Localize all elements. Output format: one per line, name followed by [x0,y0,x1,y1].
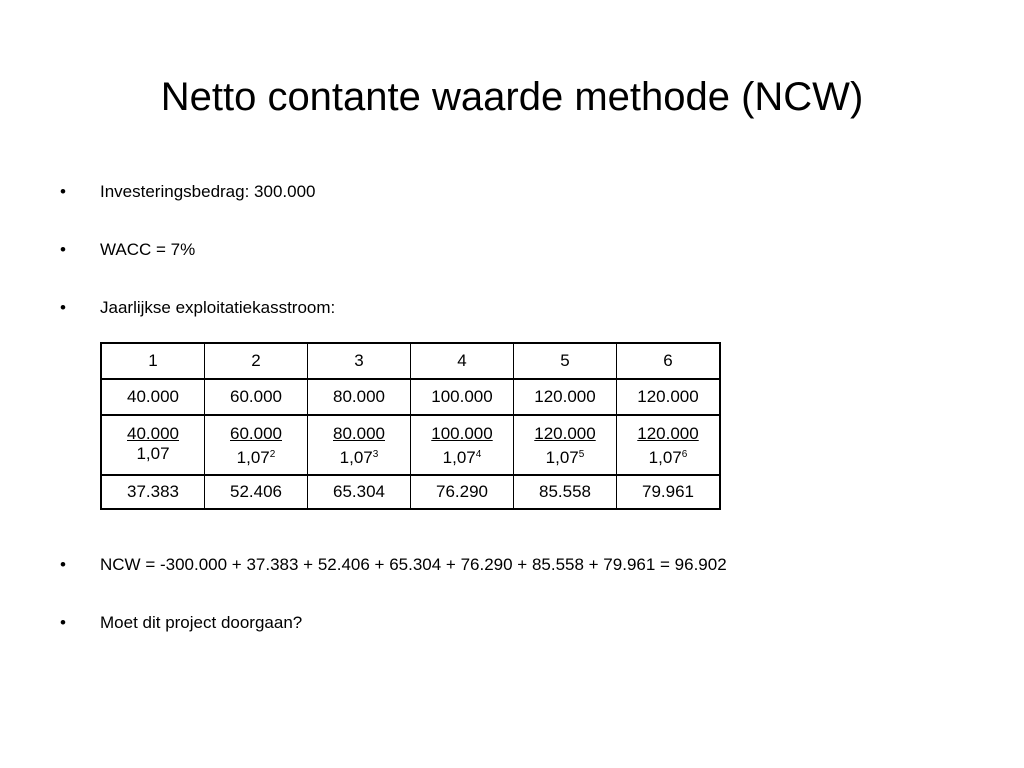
year-cell: 3 [308,343,411,379]
present-value-cell: 76.290 [411,475,514,509]
bullet-cashflow [60,297,335,319]
denominator-base: 1,07 [339,448,373,467]
year-cell: 4 [411,343,514,379]
year-cell: 5 [514,343,617,379]
year-cell: 6 [617,343,721,379]
denominator-exponent: 4 [475,449,482,460]
bullet-dot: • [60,240,66,259]
table-row-present-values [101,475,720,509]
bullet-question [60,612,302,634]
discount-cell [101,415,205,475]
fraction-numerator: 120.000 [637,424,699,443]
fraction-denominator [431,448,492,468]
denominator-exponent: 2 [269,449,276,460]
denominator-base: 1,07 [236,448,270,467]
fraction-denominator [230,448,282,468]
table-row-cashflows [101,379,720,415]
cashflow-cell: 120.000 [514,379,617,415]
denominator-exponent: 6 [681,449,688,460]
fraction-denominator [637,448,698,468]
present-value-cell: 65.304 [308,475,411,509]
bullet-dot: • [60,182,66,201]
bullet-wacc-text: WACC = 7% [100,240,196,259]
discount-cell [514,415,617,475]
cashflow-table [100,342,721,510]
cashflow-cell: 60.000 [205,379,308,415]
discount-fraction [637,416,698,468]
fraction-numerator: 100.000 [431,424,493,443]
discount-fraction [333,416,385,468]
bullet-ncw-text: NCW = -300.000 + 37.383 + 52.406 + 65.304 + 76.290 + 85.558 + 79.961 = 96.902 [100,555,727,574]
bullet-ncw [60,554,727,576]
denominator-exponent: 5 [578,449,585,460]
fraction-denominator [534,448,595,468]
fraction-numerator: 120.000 [534,424,596,443]
bullet-investment [60,181,316,203]
discount-cell [205,415,308,475]
bullet-investment-text: Investeringsbedrag: 300.000 [100,182,316,201]
denominator-base: 1,07 [545,448,579,467]
year-cell: 2 [205,343,308,379]
fraction-denominator [127,444,179,464]
denominator-base: 1,07 [136,444,170,463]
bullet-dot: • [60,613,66,632]
bullet-cashflow-text: Jaarlijkse exploitatiekasstroom: [100,298,336,317]
discount-fraction [534,416,595,468]
table-row-discount [101,415,720,475]
cashflow-cell: 120.000 [617,379,721,415]
slide-title: Netto contante waarde methode (NCW) [160,75,864,119]
denominator-exponent: 3 [372,449,379,460]
discount-cell [411,415,514,475]
cashflow-cell: 80.000 [308,379,411,415]
fraction-numerator: 40.000 [127,424,179,443]
discount-fraction [431,416,492,468]
fraction-numerator: 60.000 [230,424,282,443]
bullet-dot: • [60,555,66,574]
present-value-cell: 79.961 [617,475,721,509]
denominator-base: 1,07 [442,448,476,467]
fraction-denominator [333,448,385,468]
discount-cell [617,415,721,475]
denominator-base: 1,07 [648,448,682,467]
present-value-cell: 37.383 [101,475,205,509]
year-cell: 1 [101,343,205,379]
bullet-wacc [60,239,195,261]
cashflow-cell: 40.000 [101,379,205,415]
discount-fraction [230,416,282,468]
cashflow-cell: 100.000 [411,379,514,415]
discount-fraction [127,416,179,464]
present-value-cell: 52.406 [205,475,308,509]
table-row-years [101,343,720,379]
fraction-numerator: 80.000 [333,424,385,443]
discount-cell [308,415,411,475]
bullet-question-text: Moet dit project doorgaan? [100,613,303,632]
present-value-cell: 85.558 [514,475,617,509]
bullet-dot: • [60,298,66,317]
